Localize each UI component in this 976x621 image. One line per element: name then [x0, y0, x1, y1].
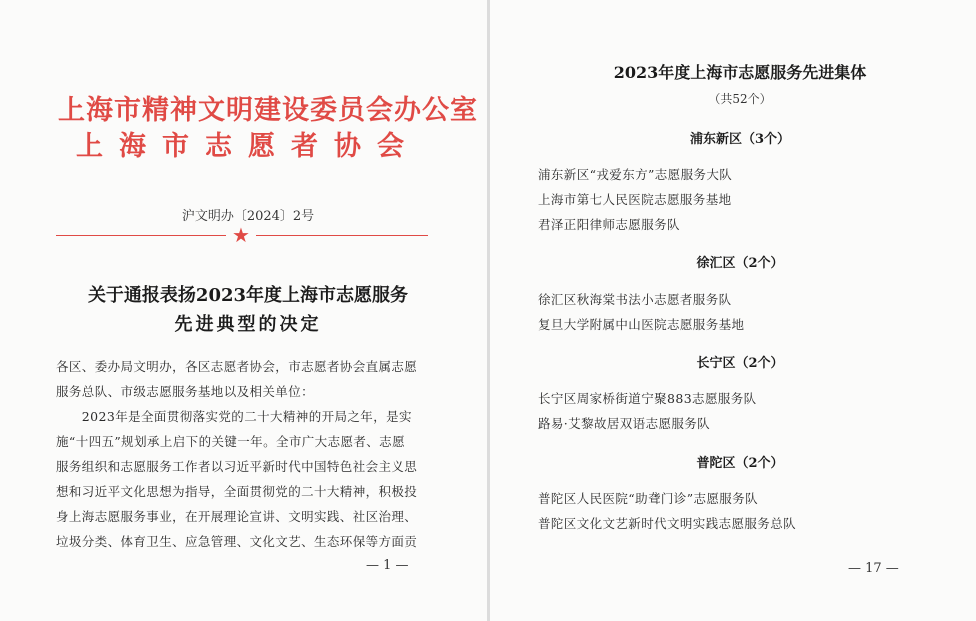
right-page [490, 0, 976, 621]
red-rule-right [256, 235, 428, 236]
district-heading-xuhui: 徐汇区（2个） [696, 256, 784, 271]
list-item: 长宁区周家桥街道宁聚883志愿服务队 [538, 391, 757, 406]
district-heading-changning: 长宁区（2个） [696, 356, 784, 371]
list-count: （共52个） [708, 92, 772, 106]
body-line: 施“十四五”规划承上启下的关键一年。全市广大志愿者、志愿 [56, 434, 405, 449]
body-line: 身上海志愿服务事业，在开展理论宣讲、文明实践、社区治理、 [56, 509, 418, 524]
issuer-line-2: 上海市志愿者协会 [76, 131, 420, 162]
list-item: 上海市第七人民医院志愿服务基地 [538, 192, 732, 207]
body-line: 各区、委办局文明办，各区志愿者协会，市志愿者协会直属志愿 [56, 359, 418, 374]
list-item: 路易·艾黎故居双语志愿服务队 [538, 416, 711, 431]
list-item: 复旦大学附属中山医院志愿服务基地 [538, 317, 745, 332]
body-line: 服务组织和志愿服务工作者以习近平新时代中国特色社会主义思 [56, 459, 418, 474]
list-item: 君泽正阳律师志愿服务队 [538, 217, 680, 232]
page-number: — 1 — [366, 558, 409, 573]
document-title-line-1: 关于通报表扬2023年度上海市志愿服务 [87, 285, 409, 306]
body-line: 2023年是全面贯彻落实党的二十大精神的开局之年，是实 [56, 409, 412, 424]
body-line: 服务总队、市级志愿服务基地以及相关单位： [56, 384, 315, 399]
list-item: 普陀区人民医院“助聋门诊”志愿服务队 [538, 491, 758, 506]
left-page [0, 0, 487, 621]
district-heading-pudong: 浦东新区（3个） [689, 132, 791, 147]
list-item: 浦东新区“戎爱东方”志愿服务大队 [538, 167, 733, 182]
list-item: 徐汇区秋海棠书法小志愿者服务队 [538, 292, 732, 307]
star-icon: ★ [232, 223, 250, 247]
body-line: 想和习近平文化思想为指导，全面贯彻党的二十大精神，积极投 [56, 484, 418, 499]
red-rule-left [56, 235, 226, 236]
page-number: — 17 — [848, 561, 899, 576]
issuer-line-1: 上海市精神文明建设委员会办公室 [58, 95, 478, 126]
district-heading-putuo: 普陀区（2个） [696, 456, 784, 471]
body-line: 垃圾分类、体育卫生、应急管理、文化文艺、生态环保等方面贡 [56, 534, 418, 549]
list-item: 普陀区文化文艺新时代文明实践志愿服务总队 [538, 516, 797, 531]
document-number: 沪文明办〔2024〕2号 [181, 209, 315, 224]
document-title-line-2: 先进典型的决定 [174, 314, 322, 335]
list-title: 2023年度上海市志愿服务先进集体 [613, 63, 867, 82]
